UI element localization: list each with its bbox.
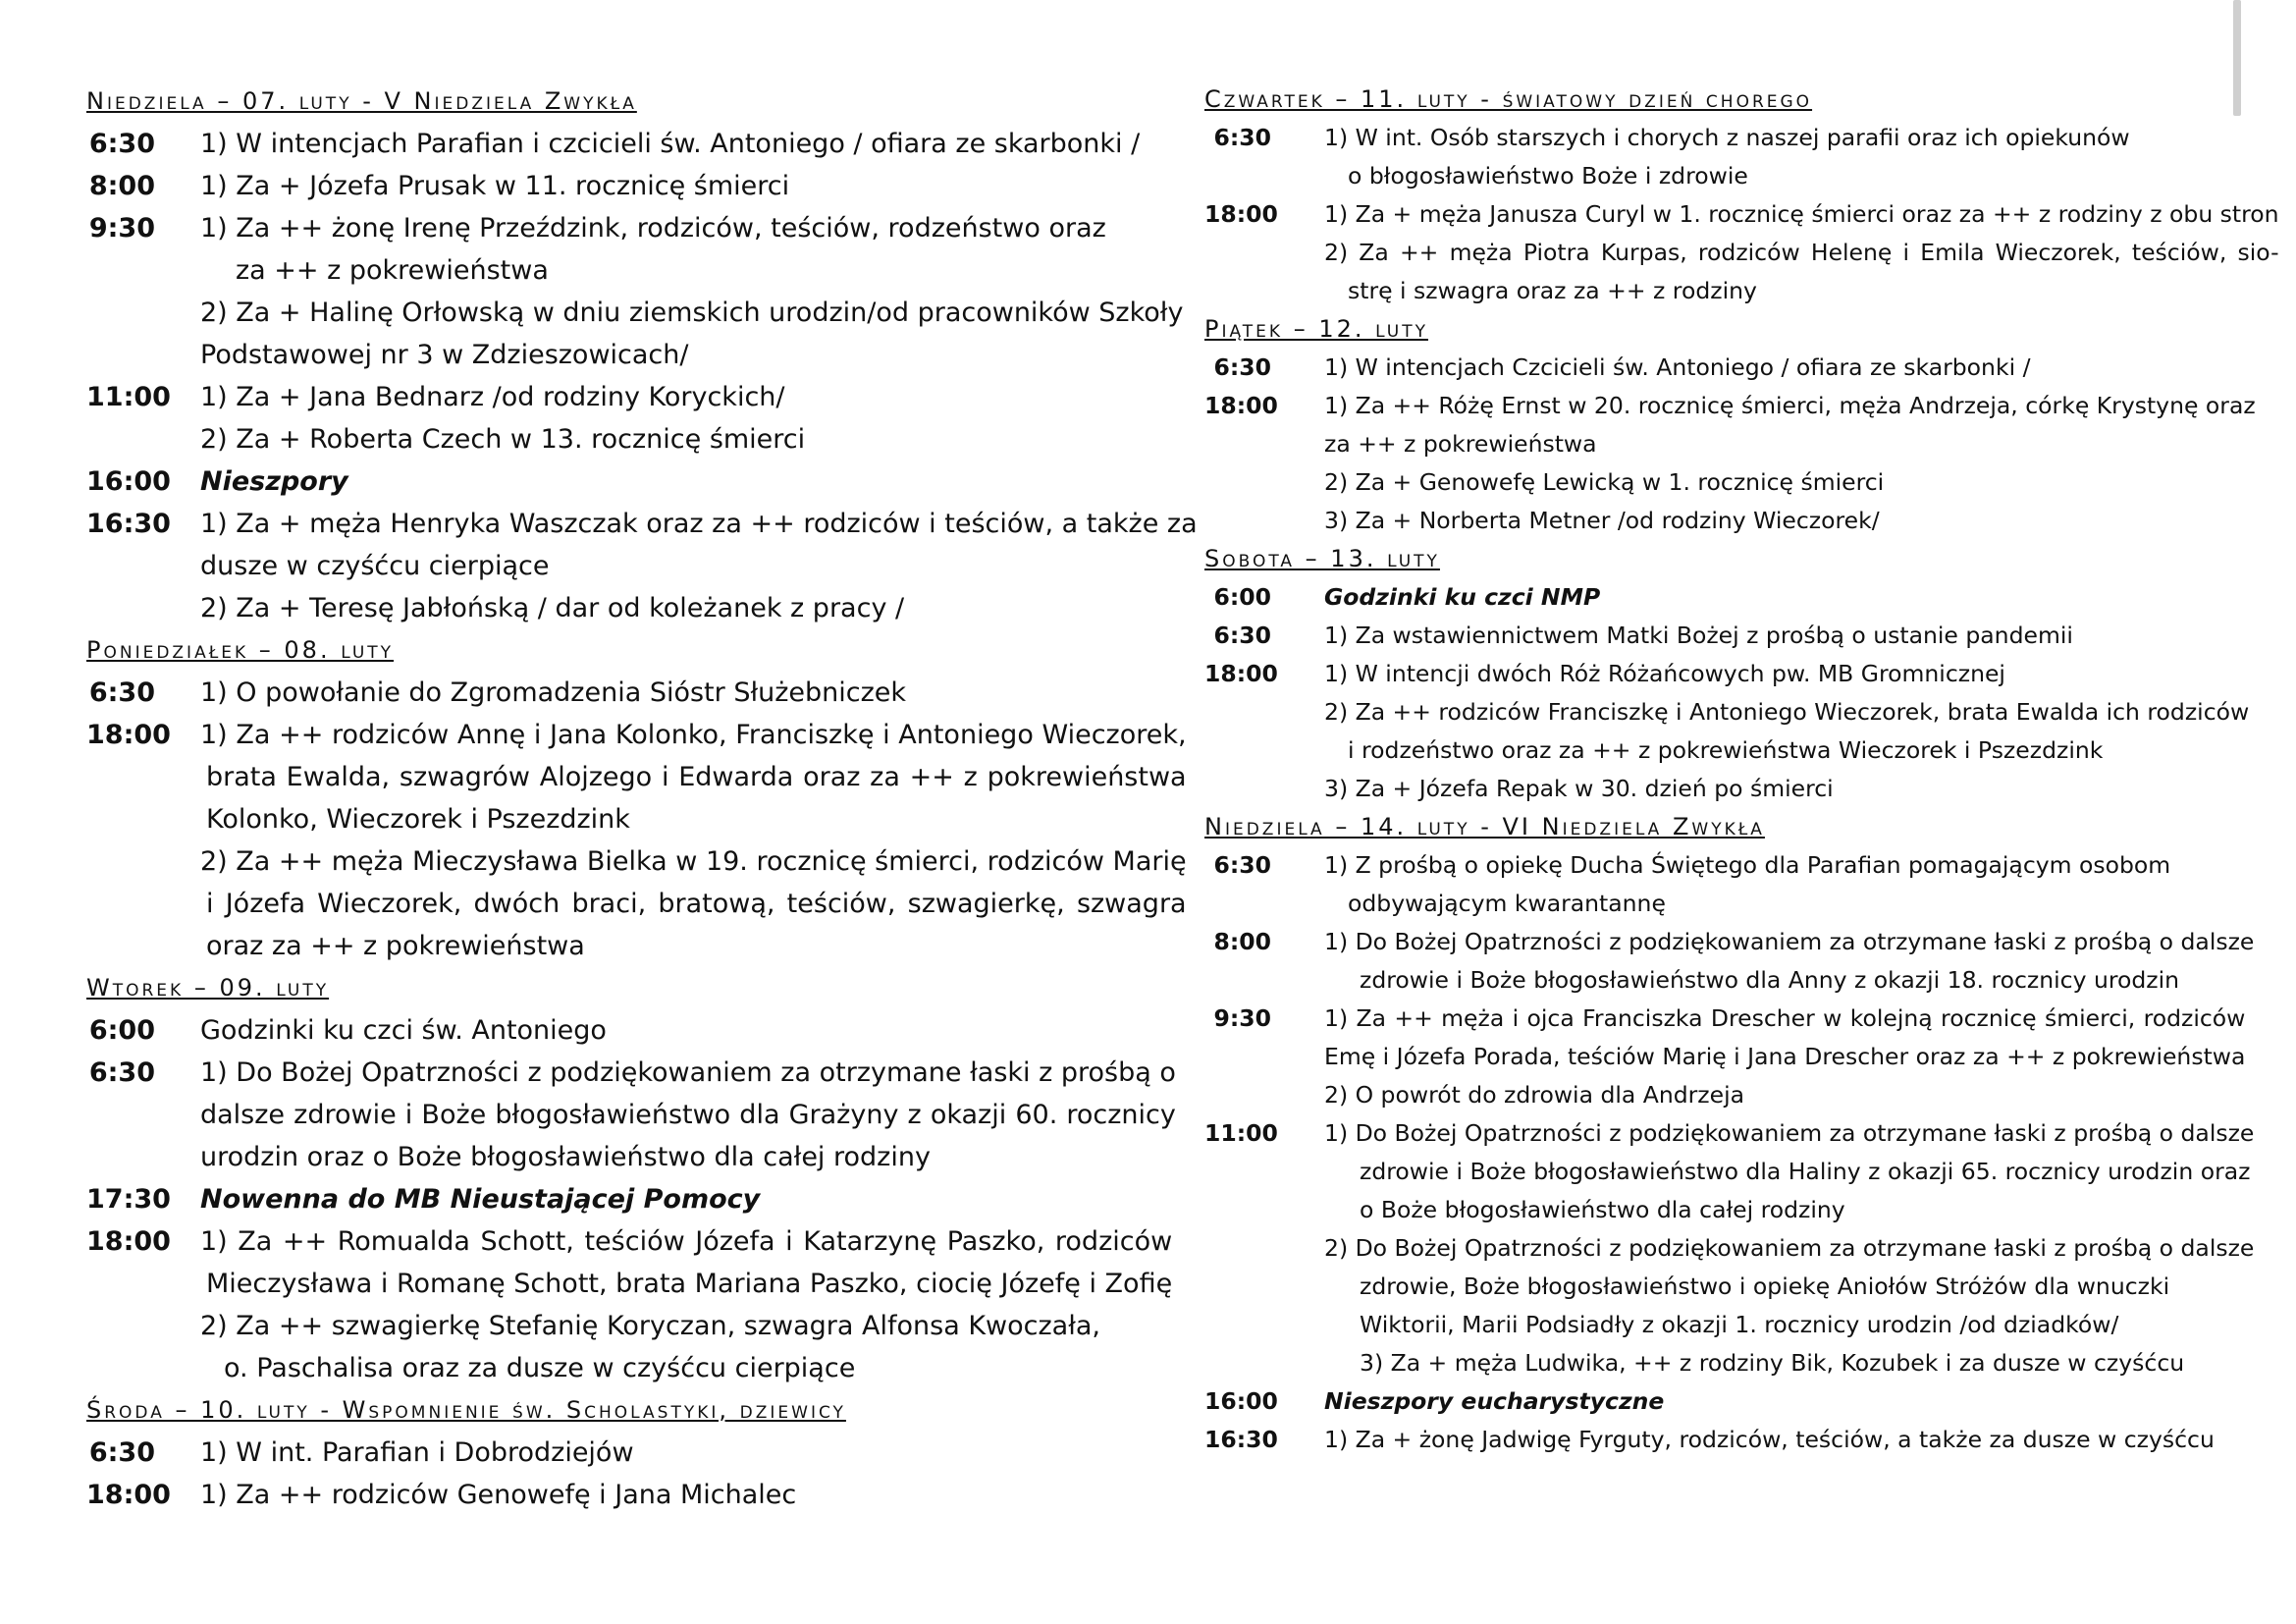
mass-time: 6:30 (88, 1437, 155, 1468)
mass-entry (1204, 1421, 2230, 1459)
mass-time: 18:00 (1204, 660, 1278, 687)
intention-line: 2) Za + Halinę Orłowską w dniu ziemskich urodzin/od pracowników Szkoły (200, 298, 1184, 328)
day-section (86, 81, 1198, 629)
intention-line: o Boże błogosławieństwo dla całej rodziny (1360, 1196, 1845, 1223)
intention-line: strę i szwagra oraz za ++ z rodziny (1348, 277, 1757, 304)
intention-line: 3) Za + Józefa Repak w 30. dzień po śmierci (1324, 775, 1834, 802)
intention-line: 1) Za wstawiennictwem Matki Bożej z prośbą o ustanie pandemii (1324, 622, 2073, 649)
day-section (1204, 81, 2279, 310)
mass-time: 18:00 (86, 720, 171, 750)
mass-time: 6:00 (88, 1015, 155, 1046)
intention-line: Podstawowej nr 3 w Zdzieszowicach/ (200, 340, 689, 370)
mass-time: 16:00 (1204, 1387, 1278, 1415)
intention-line: 3) Za + Norberta Metner /od rodziny Wieczorek/ (1324, 507, 1880, 534)
mass-entry (86, 672, 1107, 714)
intention-line: 1) Za ++ męża i ojca Franciszka Drescher w kolejną rocznicę śmierci, rodziców (1324, 1004, 2246, 1032)
day-section (86, 967, 1176, 1389)
intention-line: zdrowie, Boże błogosławieństwo i opiekę Aniołów Stróżów dla wnuczki (1360, 1272, 2170, 1300)
service-title: Nieszpory eucharystyczne (1324, 1387, 1665, 1415)
mass-intentions (200, 165, 1107, 207)
intention-line: 1) Do Bożej Opatrzności z podziękowaniem za otrzymane łaski z prośbą o dalsze (1324, 1119, 2255, 1147)
mass-intentions (200, 376, 1107, 460)
intention-line: 2) Za + Roberta Czech w 13. rocznicę śmierci (200, 424, 806, 455)
mass-entry (1204, 846, 2230, 923)
intention-line: i Józefa Wieczorek, dwóch braci, bratową, teściów, szwagierkę, szwagra (206, 889, 1187, 919)
mass-entry (1204, 387, 2256, 540)
intention-line: o. Paschalisa oraz za dusze w czyśćcu cierpiące (224, 1353, 856, 1383)
mass-intentions (200, 1432, 1107, 1474)
intention-line: brata Ewalda, szwagrów Alojzego i Edwarda oraz za ++ z pokrewieństwa (206, 762, 1187, 792)
mass-entry (1204, 578, 2230, 617)
mass-time: 8:00 (1213, 928, 1271, 955)
intention-line: 1) Za ++ Różę Ernst w 20. rocznicę śmierci, męża Andrzeja, córkę Krystynę oraz (1324, 392, 2256, 419)
mass-intentions (200, 1009, 1107, 1052)
intention-line: Emę i Józefa Porada, teściów Marię i Jana Drescher oraz za ++ z pokrewieństwa (1324, 1043, 2246, 1070)
mass-intentions (200, 1178, 1107, 1220)
day-header: Środa – 10. luty - Wspomnienie św. Scholastyki, dziewicy (86, 1396, 846, 1424)
mass-intentions (200, 672, 1107, 714)
mass-intentions (1324, 349, 2230, 387)
mass-entry (86, 123, 1141, 165)
mass-intentions (1324, 655, 2249, 808)
intention-line: 2) Do Bożej Opatrzności z podziękowaniem za otrzymane łaski z prośbą o dalsze (1324, 1234, 2255, 1262)
intention-line: 2) Za ++ męża Mieczysława Bielka w 19. rocznicę śmierci, rodziców Marię (200, 846, 1187, 877)
mass-entry (1204, 1382, 2230, 1421)
mass-intentions (200, 1474, 1107, 1516)
intention-line: odbywającym kwarantannę (1348, 890, 1666, 917)
day-header: Niedziela – 07. luty - V Niedziela Zwykła (86, 87, 637, 115)
mass-entry (86, 207, 1184, 376)
service-title: Godzinki ku czci NMP (1324, 583, 1601, 611)
intention-line: 1) W int. Parafian i Dobrodziejów (200, 1437, 634, 1468)
mass-time: 6:00 (1213, 583, 1271, 611)
mass-entry (86, 460, 1107, 503)
mass-intentions (1324, 195, 2279, 310)
mass-entry (86, 1009, 1107, 1052)
intention-line: 1) Za ++ rodziców Annę i Jana Kolonko, Franciszkę i Antoniego Wieczorek, (200, 720, 1187, 750)
mass-intentions (1324, 119, 2230, 195)
day-section (1204, 808, 2255, 1459)
intention-line: 1) Za ++ rodziców Genowefę i Jana Michalec (200, 1480, 797, 1510)
intention-line: za ++ z pokrewieństwa (236, 255, 549, 286)
mass-intentions (1324, 578, 2230, 617)
intention-line: 1) Za + męża Henryka Waszczak oraz za ++ rodziców i teściów, a także za (200, 509, 1198, 539)
mass-time: 6:30 (1213, 851, 1271, 879)
intention-line: Godzinki ku czci św. Antoniego (200, 1015, 607, 1046)
intention-line: 1) W int. Osób starszych i chorych z naszej parafii oraz ich opiekunów (1324, 124, 2130, 151)
intention-line: 1) Za + żonę Jadwigę Fyrguty, rodziców, teściów, a także za dusze w czyśćcu (1324, 1426, 2215, 1453)
intention-line: oraz za ++ z pokrewieństwa (206, 931, 585, 961)
mass-time: 6:30 (88, 129, 155, 159)
day-header: Piątek – 12. luty (1204, 315, 1428, 343)
scrollbar-thumb[interactable] (2233, 0, 2241, 116)
intention-line: 1) Za ++ żonę Irenę Przeździnk, rodziców, teściów, rodzeństwo oraz (200, 213, 1106, 244)
intention-line: Wiktorii, Marii Podsiadły z okazji 1. rocznicy urodzin /od dziadków/ (1360, 1311, 2119, 1338)
mass-intentions (1324, 1421, 2230, 1459)
mass-intentions (200, 1220, 1172, 1389)
mass-intentions (1324, 387, 2256, 540)
intention-line: 1) Za ++ Romualda Schott, teściów Józefa i Katarzynę Paszko, rodziców (200, 1226, 1173, 1257)
day-header: Niedziela – 14. luty - VI Niedziela Zwykła (1204, 813, 1765, 840)
day-section (1204, 540, 2250, 808)
intention-line: zdrowie i Boże błogosławieństwo dla Anny z okazji 18. rocznicy urodzin (1360, 966, 2180, 994)
mass-entry (86, 165, 1107, 207)
day-header: Wtorek – 09. luty (86, 974, 330, 1001)
intention-line: dalsze zdrowie i Boże błogosławieństwo dla Grażyny z okazji 60. rocznicy (200, 1100, 1176, 1130)
intention-line: o błogosławieństwo Boże i zdrowie (1348, 162, 1748, 189)
mass-intentions (200, 1052, 1176, 1178)
intention-line: Kolonko, Wieczorek i Pszezdzink (206, 804, 630, 835)
mass-entry (1204, 923, 2255, 1000)
mass-entry (1204, 617, 2230, 655)
day-section (1204, 310, 2256, 540)
mass-entry (86, 1052, 1176, 1178)
intention-line: za ++ z pokrewieństwa (1324, 430, 1597, 458)
service-title: Nieszpory (200, 466, 348, 497)
mass-entry (1204, 119, 2230, 195)
intention-line: 2) Za ++ rodziców Franciszkę i Antoniego Wieczorek, brata Ewalda ich rodziców (1324, 698, 2250, 726)
mass-entry (1204, 195, 2279, 310)
intention-line: 2) O powrót do zdrowia dla Andrzeja (1324, 1081, 1745, 1109)
mass-time: 18:00 (86, 1480, 171, 1510)
intention-line: 1) Do Bożej Opatrzności z podziękowaniem za otrzymane łaski z prośbą o dalsze (1324, 928, 2255, 955)
intention-line: i rodzeństwo oraz za ++ z pokrewieństwa Wieczorek i Pszezdzink (1348, 736, 2104, 764)
mass-time: 16:30 (86, 509, 171, 539)
mass-intentions (200, 460, 1107, 503)
mass-entry (86, 376, 1107, 460)
mass-entry (86, 1178, 1107, 1220)
mass-entry (1204, 1114, 2255, 1382)
intention-line: dusze w czyśćcu cierpiące (200, 551, 550, 581)
mass-time: 18:00 (1204, 200, 1278, 228)
mass-entry (86, 714, 1187, 967)
mass-intentions (1324, 923, 2254, 1000)
intention-line: 2) Za ++ męża Piotra Kurpas, rodziców Helenę i Emila Wieczorek, teściów, sio- (1324, 239, 2279, 266)
mass-time: 8:00 (88, 171, 155, 201)
intention-line: 1) Za + Jana Bednarz /od rodziny Koryckich/ (200, 382, 785, 412)
day-header: Czwartek – 11. luty - światowy dzień chorego (1204, 85, 1813, 113)
intention-line: 1) W intencjach Czcicieli św. Antoniego / ofiara ze skarbonki / (1324, 353, 2031, 381)
mass-time: 11:00 (1204, 1119, 1278, 1147)
mass-time: 6:30 (88, 677, 155, 708)
mass-time: 9:30 (1213, 1004, 1271, 1032)
day-header: Poniedziałek – 08. luty (86, 636, 395, 664)
right-column (1204, 81, 2279, 1459)
day-section (86, 629, 1187, 967)
intention-line: 1) W intencjach Parafian i czcicieli św. Antoniego / ofiara ze skarbonki / (200, 129, 1141, 159)
intention-line: urodzin oraz o Boże błogosławieństwo dla całej rodziny (200, 1142, 931, 1172)
intention-line: 3) Za + męża Ludwika, ++ z rodziny Bik, Kozubek i za dusze w czyśćcu (1360, 1349, 2185, 1377)
mass-intentions (200, 123, 1140, 165)
mass-time: 18:00 (1204, 392, 1278, 419)
mass-entry (1204, 655, 2250, 808)
mass-intentions (1324, 1000, 2245, 1114)
mass-intentions (1324, 1114, 2254, 1382)
intention-line: 1) Do Bożej Opatrzności z podziękowaniem za otrzymane łaski z prośbą o (200, 1057, 1176, 1088)
mass-time: 16:30 (1204, 1426, 1278, 1453)
mass-time: 6:30 (88, 1057, 155, 1088)
mass-entry (1204, 349, 2230, 387)
mass-time: 17:30 (86, 1184, 171, 1215)
mass-intentions (200, 503, 1198, 629)
intention-line: 1) W intencji dwóch Róż Różańcowych pw. MB Gromnicznej (1324, 660, 2005, 687)
mass-intentions (200, 714, 1187, 967)
mass-entry (86, 1474, 1107, 1516)
mass-entry (86, 1432, 1107, 1474)
intention-line: 1) O powołanie do Zgromadzenia Sióstr Służebniczek (200, 677, 907, 708)
mass-time: 6:30 (1213, 124, 1271, 151)
day-section (86, 1389, 1107, 1516)
left-column (86, 81, 1198, 1516)
intention-line: 1) Za + męża Janusza Curyl w 1. rocznicę śmierci oraz za ++ z rodziny z obu stron (1324, 200, 2279, 228)
mass-intentions (1324, 846, 2230, 923)
service-title: Nowenna do MB Nieustającej Pomocy (200, 1184, 761, 1215)
intention-line: Mieczysława i Romanę Schott, brata Mariana Paszko, ciocię Józefę i Zofię (206, 1269, 1173, 1299)
mass-intentions (1324, 617, 2230, 655)
intention-line: 2) Za + Teresę Jabłońską / dar od koleżanek z pracy / (200, 593, 905, 623)
mass-time: 11:00 (86, 382, 171, 412)
mass-time: 9:30 (88, 213, 155, 244)
intention-line: 1) Z prośbą o opiekę Ducha Świętego dla Parafian pomagającym osobom (1324, 851, 2171, 879)
mass-intentions (200, 207, 1183, 376)
intention-line: 2) Za ++ szwagierkę Stefanię Koryczan, szwagra Alfonsa Kwoczała, (200, 1311, 1100, 1341)
intention-line: zdrowie i Boże błogosławieństwo dla Haliny z okazji 65. rocznicy urodzin oraz (1360, 1158, 2251, 1185)
mass-time: 6:30 (1213, 622, 1271, 649)
mass-intentions (1324, 1382, 2230, 1421)
mass-time: 16:00 (86, 466, 171, 497)
intention-line: 1) Za + Józefa Prusak w 11. rocznicę śmierci (200, 171, 790, 201)
mass-time: 6:30 (1213, 353, 1271, 381)
intention-line: 2) Za + Genowefę Lewicką w 1. rocznicę śmierci (1324, 468, 1885, 496)
mass-entry (86, 1220, 1173, 1389)
mass-time: 18:00 (86, 1226, 171, 1257)
mass-entry (86, 503, 1198, 629)
mass-entry (1204, 1000, 2246, 1114)
day-header: Sobota – 13. luty (1204, 545, 1440, 572)
